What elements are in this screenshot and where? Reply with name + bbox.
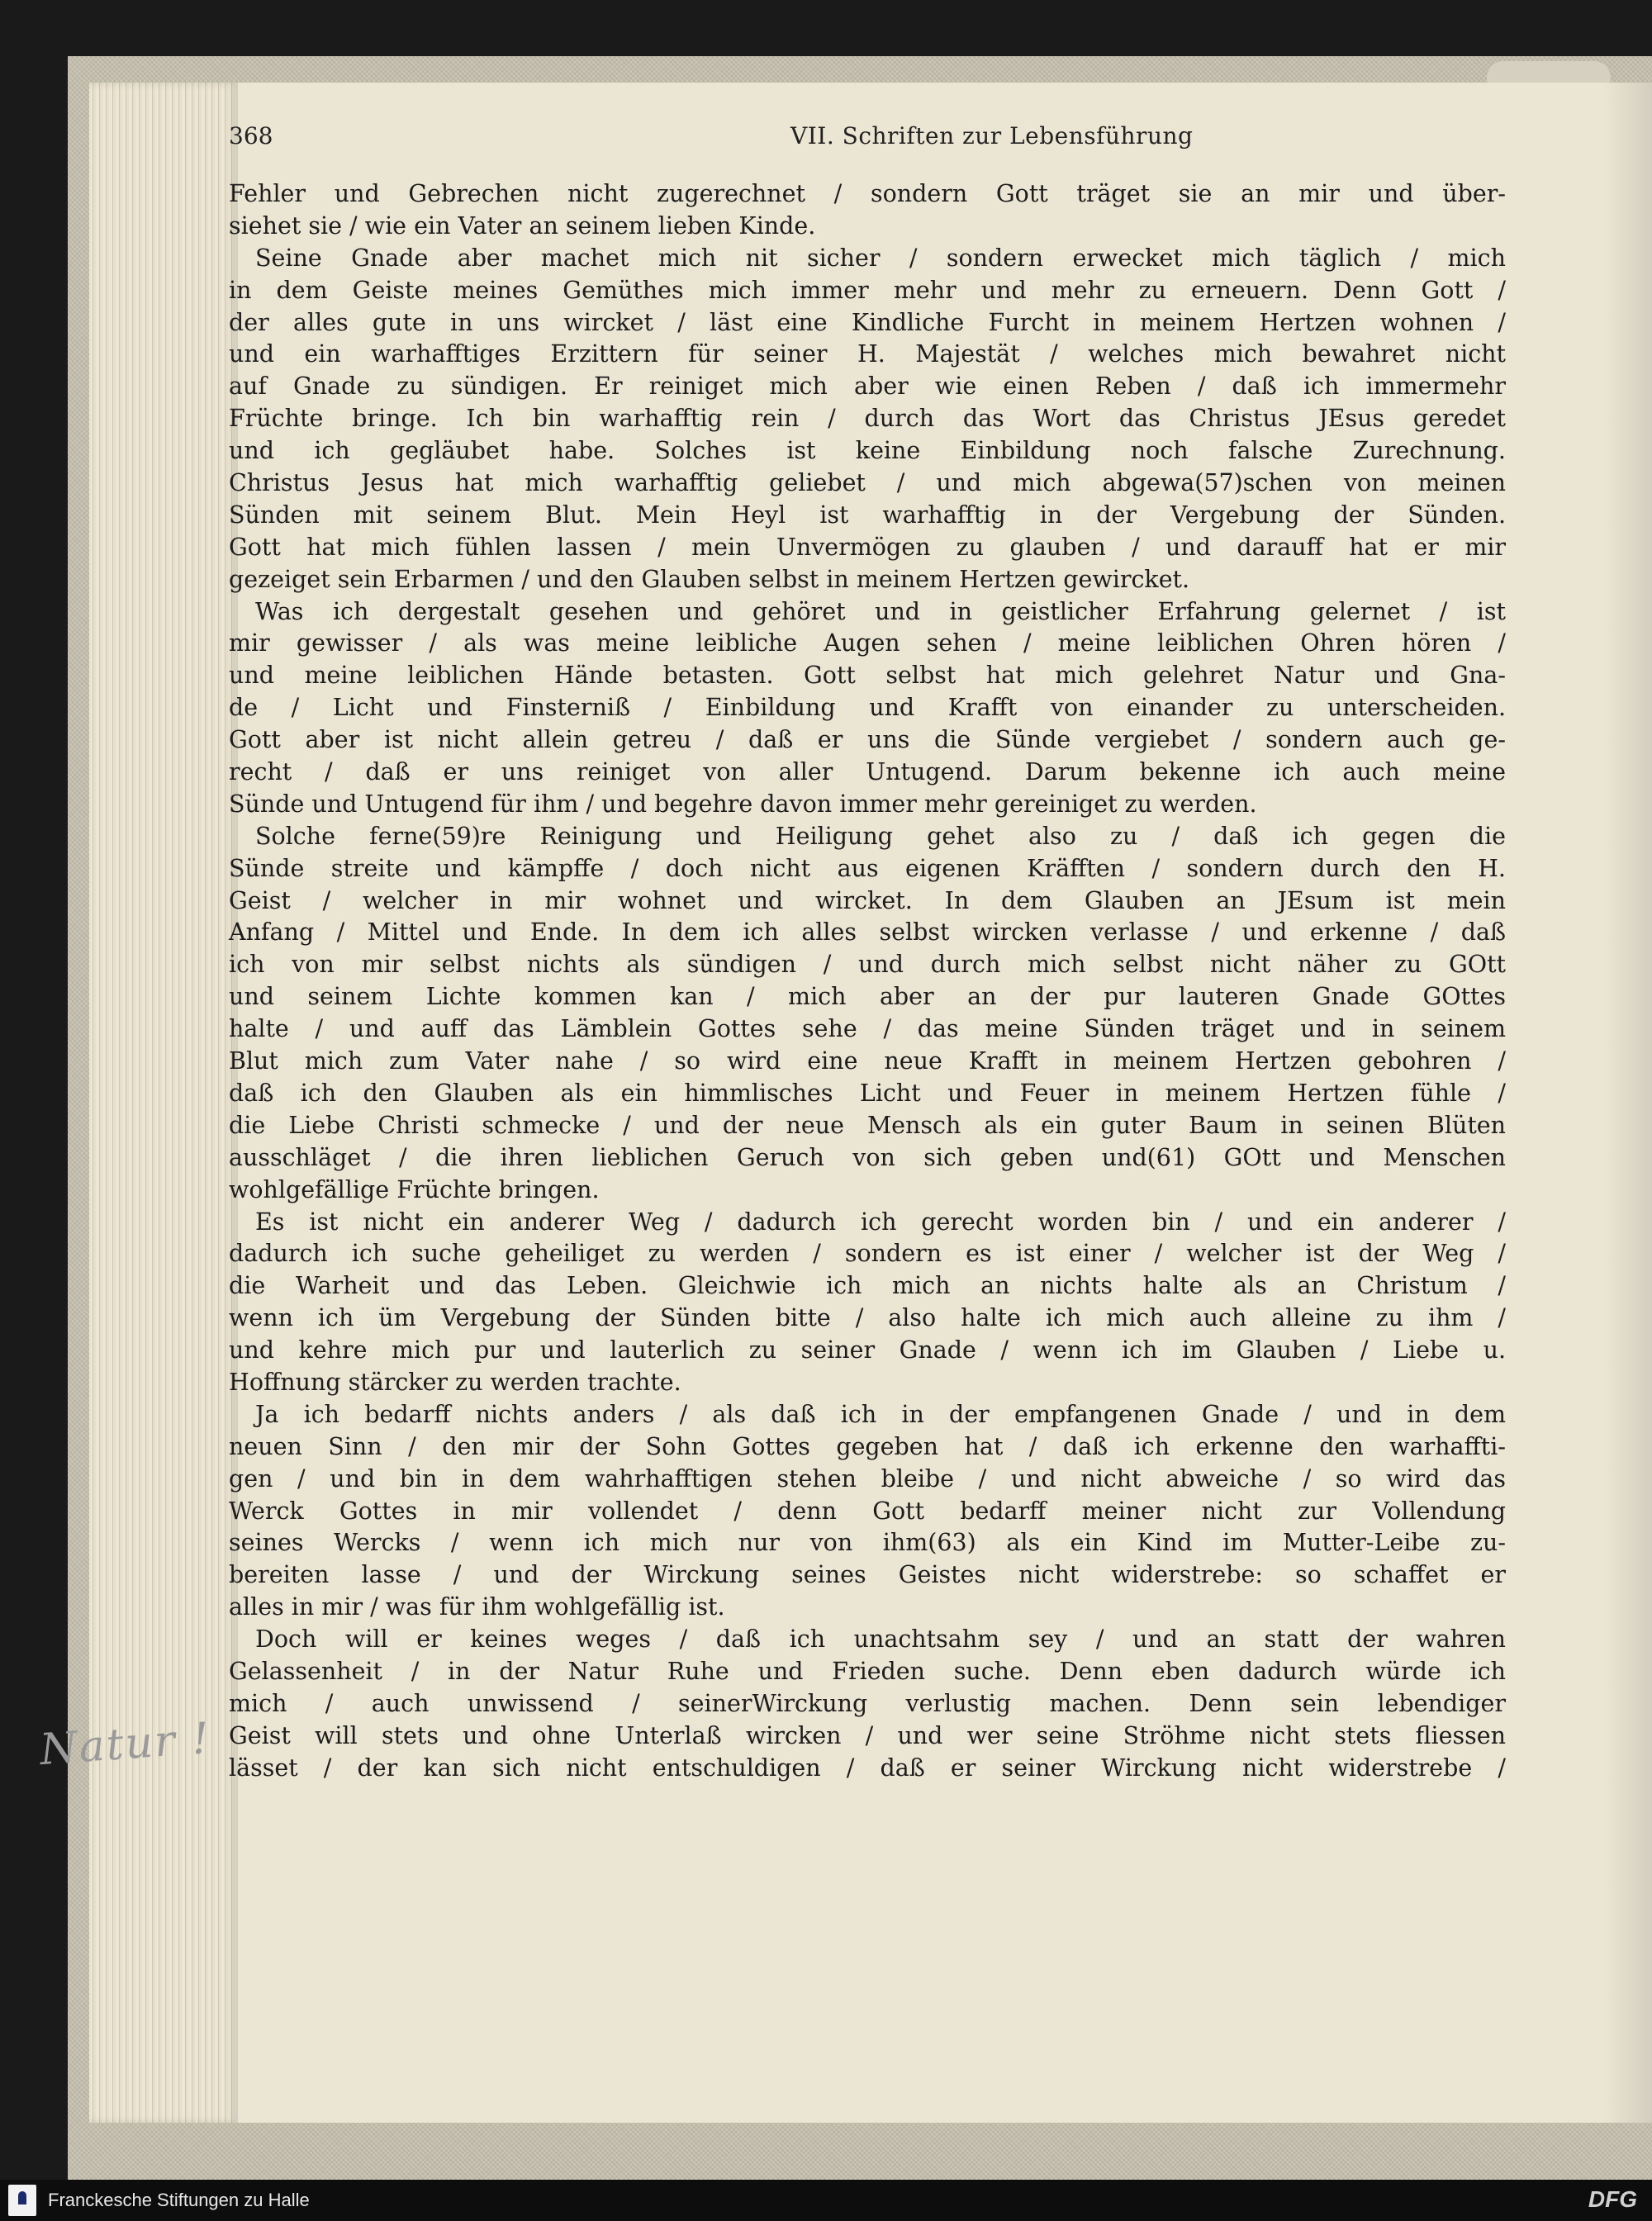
text-line: und meine leiblichen Hände betasten. Gott selbst hat mich gelehret Natur und Gna- [229,662,1506,690]
text-line: Blut mich zum Vater nahe / so wird eine neue Krafft in meinem Hertzen gebohren / [229,1047,1506,1075]
dfg-logo: DFG [1588,2186,1637,2212]
text-line: ich von mir selbst nichts als sündigen / und durch mich selbst nicht näher zu GOtt [229,951,1506,979]
handwritten-margin-note: Natur ! [38,1713,213,1776]
text-line: die Warheit und das Leben. Gleichwie ich mich an nichts halte als an Christum / [229,1272,1506,1300]
page-edges [89,83,238,2123]
text-line: alles in mir / was für ihm wohlgefällig ist. [229,1593,725,1621]
text-line: Geist will stets und ohne Unterlaß wircken / und wer seine Ströhme nicht stets fliessen [229,1721,1506,1749]
text-line: lässet / der kan sich nicht entschuldigen / daß er seiner Wirckung nicht widerstrebe / [229,1754,1506,1782]
text-line: Es ist nicht ein anderer Weg / dadurch ich gerecht worden bin / und ein anderer / [255,1208,1506,1236]
text-line: Gott aber ist nicht allein getreu / daß er uns die Sünde vergiebet / sondern auch ge- [229,726,1506,754]
text-line: ausschläget / die ihren lieblichen Geruch von sich geben und(61) GOtt und Menschen [229,1143,1506,1171]
text-line: Werck Gottes in mir vollendet / denn Gott bedarff meiner nicht zur Vollendung [229,1497,1506,1525]
text-line: neuen Sinn / den mir der Sohn Gottes gegeben hat / daß ich erkenne den warhaffti- [229,1432,1506,1460]
text-line: Solche ferne(59)re Reinigung und Heiligung gehet also zu / daß ich gegen die [255,822,1506,850]
text-line: Seine Gnade aber machet mich nit sicher / sondern erwecket mich täglich / mich [255,244,1506,272]
text-line: und seinem Lichte kommen kan / mich aber an der pur lauteren Gnade GOttes [229,983,1506,1011]
text-line: halte / und auff das Lämblein Gottes sehe / das meine Sünden träget und in seinem [229,1015,1506,1043]
body-text [229,178,1506,1785]
page-header [229,122,1506,155]
text-line: die Liebe Christi schmecke / und der neue Mensch als ein guter Baum in seinen Blüten [229,1111,1506,1139]
text-line: Ja ich bedarff nichts anders / als daß ich in der empfangenen Gnade / und in dem [255,1400,1506,1428]
institution-name: Franckesche Stiftungen zu Halle [48,2190,310,2210]
text-line: wohlgefällige Früchte bringen. [229,1175,600,1203]
text-line: Geist / welcher in mir wohnet und wircket. In dem Glauben an JEsum ist mein [229,886,1506,914]
text-line: Sünden mit seinem Blut. Mein Heyl ist warhafftig in der Vergebung der Sünden. [229,501,1506,529]
text-line: wenn ich üm Vergebung der Sünden bitte / also halte ich mich auch alleine zu ihm / [229,1304,1506,1332]
text-line: und ich gegläubet habe. Solches ist keine Einbildung noch falsche Zurechnung. [229,437,1506,465]
text-line: seines Wercks / wenn ich mich nur von ihm(63) als ein Kind im Mutter-Leibe zu- [229,1529,1506,1557]
text-line: mir gewisser / als was meine leibliche Augen sehen / meine leiblichen Ohren hören / [229,629,1506,657]
text-line: de / Licht und Finsterniß / Einbildung und Krafft von einander zu unterscheiden. [229,694,1506,722]
viewer-footer [0,2180,1652,2221]
text-line: recht / daß er uns reiniget von aller Untugend. Darum bekenne ich auch meine [229,758,1506,786]
text-line: auf Gnade zu sündigen. Er reiniget mich aber wie einen Reben / daß ich immermehr [229,373,1506,401]
text-line: Sünde und Untugend für ihm / und begehre davon immer mehr gereiniget zu werden. [229,790,1257,818]
text-line: in dem Geiste meines Gemüthes mich immer mehr und mehr zu erneuern. Denn Gott / [229,276,1506,304]
text-line: Doch will er keines weges / daß ich unachtsahm sey / und an statt der wahren [255,1625,1506,1654]
text-line: dadurch ich suche geheiliget zu werden / sondern es ist einer / welcher ist der Weg / [229,1240,1506,1268]
text-line: und kehre mich pur und lauterlich zu seiner Gnade / wenn ich im Glauben / Liebe u. [229,1336,1506,1364]
text-line: bereiten lasse / und der Wirckung seines Geistes nicht widerstrebe: so schaffet er [229,1561,1506,1589]
text-line: gezeiget sein Erbarmen / und den Glauben selbst in meinem Hertzen gewircket. [229,565,1190,593]
text-line: Was ich dergestalt gesehen und gehöret und in geistlicher Erfahrung gelernet / ist [255,597,1506,625]
text-line: Gott hat mich fühlen lassen / mein Unvermögen zu glauben / und darauff hat er mir [229,533,1506,561]
text-line: Anfang / Mittel und Ende. In dem ich alles selbst wircken verlasse / und erkenne / daß [229,918,1506,947]
text-line: Gelassenheit / in der Natur Ruhe und Frieden suche. Denn eben dadurch würde ich [229,1657,1506,1685]
text-line: mich / auch unwissend / seinerWirckung verlustig machen. Denn sein lebendiger [229,1689,1506,1717]
text-line: Sünde streite und kämpffe / doch nicht aus eigenen Kräfften / sondern durch den H. [229,854,1506,882]
page-number: 368 [229,122,273,149]
text-line: der alles gute in uns wircket / läst eine Kindliche Furcht in meinem Hertzen wohnen / [229,308,1506,336]
page-gutter-shadow [1602,83,1652,2123]
text-line: und ein warhafftiges Erzittern für seiner H. Majestät / welches mich bewahret nicht [229,340,1506,368]
text-line: Christus Jesus hat mich warhafftig geliebet / und mich abgewa(57)schen von meinen [229,469,1506,497]
running-title: VII. Schriften zur Lebensführung [790,122,1194,149]
text-line: Hoffnung stärcker zu werden trachte. [229,1368,681,1396]
text-line: gen / und bin in dem wahrhafftigen stehen bleibe / und nicht abweiche / so wird das [229,1464,1506,1493]
text-line: daß ich den Glauben als ein himmlisches Licht und Feuer in meinem Hertzen fühle / [229,1079,1506,1107]
text-line: Fehler und Gebrechen nicht zugerechnet / sondern Gott träget sie an mir und über- [229,180,1506,207]
text-line: siehet sie / wie ein Vater an seinem lieben Kinde. [229,211,816,240]
text-line: Früchte bringe. Ich bin warhafftig rein / durch das Wort das Christus JEsus geredet [229,405,1506,433]
institution-logo-icon [8,2185,36,2216]
